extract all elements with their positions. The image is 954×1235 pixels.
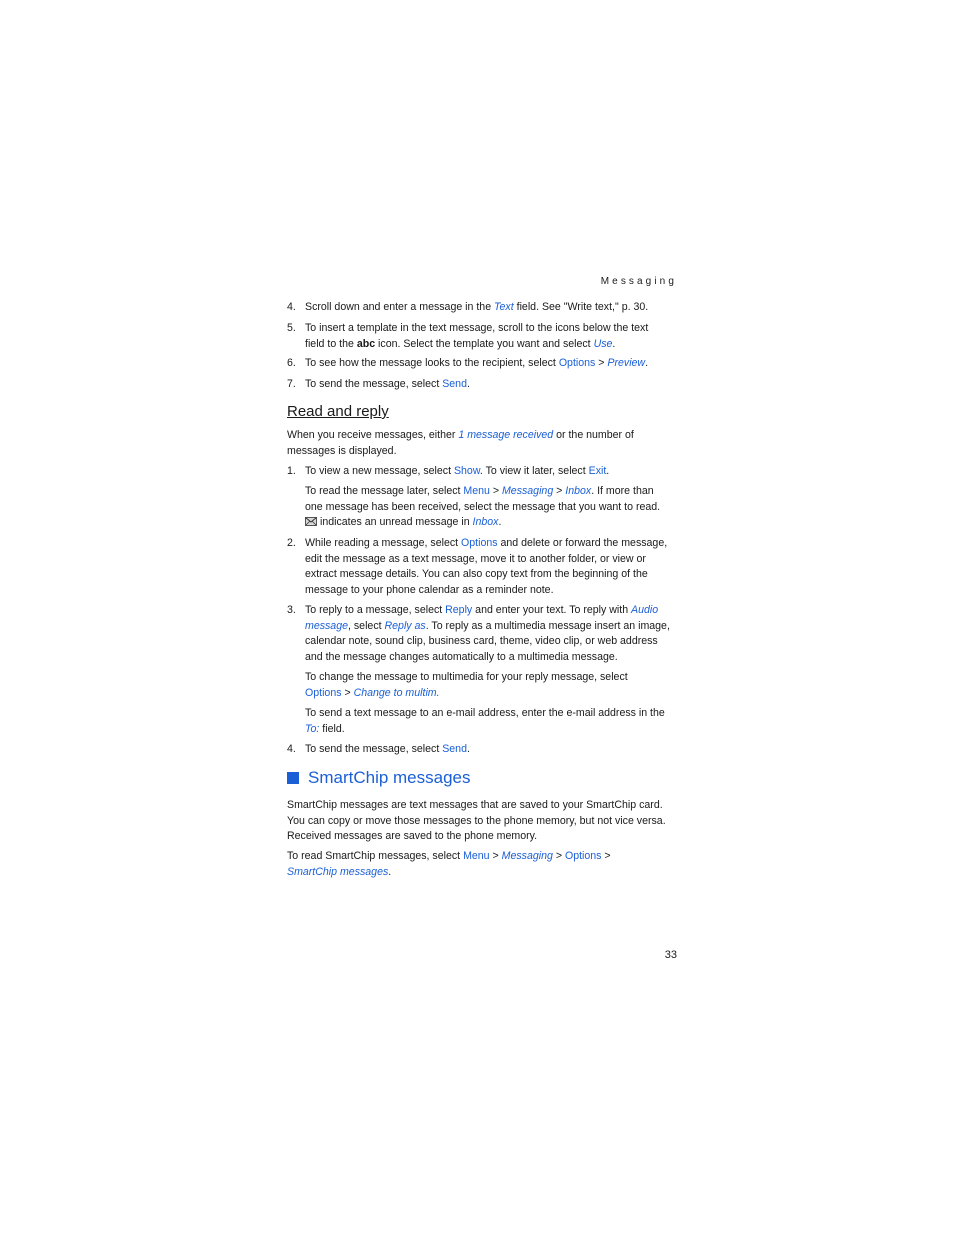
step-paragraph: To send a text message to an e-mail address, enter the e-mail address in the To: field. <box>305 707 665 735</box>
step-number: 6. <box>287 357 296 369</box>
body-paragraph: SmartChip messages are text messages that are saved to your SmartChip card. You can copy or move those messages to the phone memory, but not vice versa. Received messages are saved to the phone memory. <box>287 799 666 843</box>
menu-softkey: Menu <box>463 485 490 497</box>
abc-icon-label: abc <box>356 337 376 350</box>
audio-option: Audio <box>631 604 659 616</box>
intro-paragraph: When you receive messages, either 1 message received or the number of messages is displayed. <box>287 429 634 457</box>
messaging-option: Messaging <box>501 485 554 497</box>
body-paragraph: To read SmartChip messages, select Menu > Messaging > Options > SmartChip messages. <box>287 850 611 878</box>
send-softkey: Send <box>442 378 467 390</box>
text-field-ref: Text <box>494 301 514 313</box>
step-number: 3. <box>287 604 296 616</box>
options-softkey: Options <box>461 537 498 549</box>
step-number: 2. <box>287 537 296 549</box>
unread-message-icon <box>305 516 317 526</box>
use-option: Use <box>593 337 613 350</box>
message-option: message <box>305 619 348 632</box>
running-header: Messaging <box>600 276 677 287</box>
subsection-heading: Read and reply <box>287 403 389 420</box>
smartchip-messages-option: SmartChip messages <box>287 865 389 878</box>
section-square-icon <box>287 772 299 784</box>
to-field-ref: To: <box>305 722 320 735</box>
change-to-multim-option: Change to multim. <box>353 686 440 699</box>
step-number: 4. <box>287 301 296 313</box>
section-heading <box>287 770 471 786</box>
step-paragraph: To read the message later, select Menu > Messaging > Inbox. If more than one message has been received, select the message that you want to read. indicates an unread message in Inbox. <box>305 485 661 529</box>
messaging-option: Messaging <box>501 850 553 862</box>
step-number: 7. <box>287 378 296 390</box>
menu-softkey: Menu <box>463 850 490 862</box>
reply-as-option: Reply as <box>384 619 426 632</box>
exit-softkey: Exit <box>588 465 607 477</box>
reply-softkey: Reply <box>445 604 473 616</box>
send-softkey: Send <box>442 743 467 755</box>
step-paragraph: To change the message to multimedia for your reply message, select Options > Change to multim. <box>305 671 628 699</box>
step-number: 1. <box>287 465 296 477</box>
section-title: SmartChip messages <box>308 768 471 787</box>
preview-option: Preview <box>607 357 646 369</box>
inbox-option: Inbox <box>472 516 499 529</box>
step-number: 5. <box>287 322 296 334</box>
page-number: 33 <box>664 949 677 961</box>
options-softkey: Options <box>564 850 602 862</box>
options-softkey: Options <box>305 686 342 699</box>
step-number: 4. <box>287 743 296 755</box>
message-received-notice: 1 message received <box>458 429 554 441</box>
inbox-option: Inbox <box>565 485 592 497</box>
options-softkey: Options <box>558 357 596 369</box>
show-softkey: Show <box>453 465 480 477</box>
